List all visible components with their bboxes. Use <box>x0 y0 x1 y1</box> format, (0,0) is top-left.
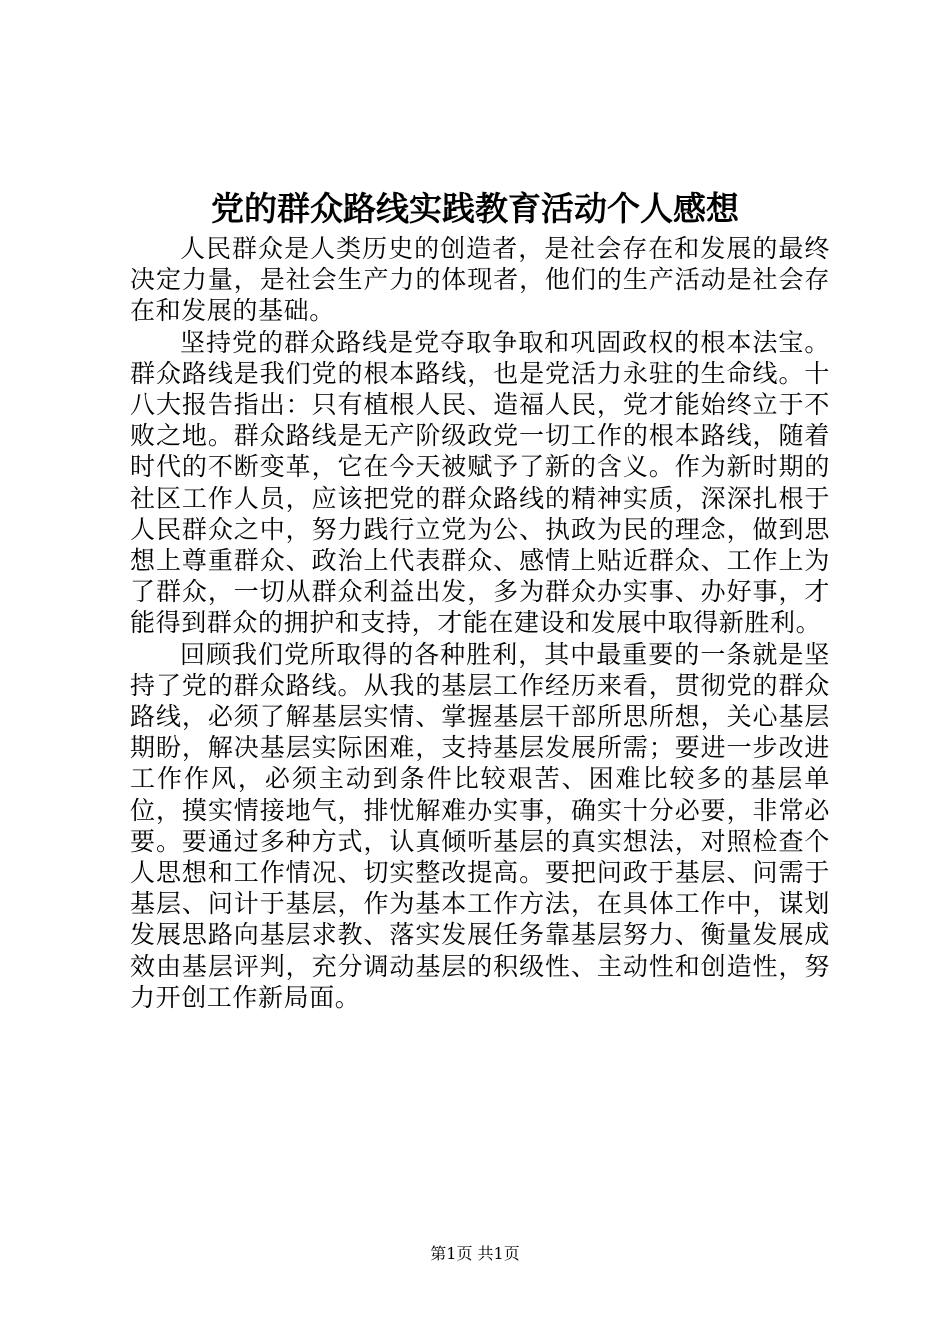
page-number-footer: 第1页 共1页 <box>430 1244 520 1263</box>
document-body <box>130 233 830 1013</box>
paragraph-1: 人民群众是人类历史的创造者，是社会存在和发展的最终决定力量，是社会生产力的体现者，他们的生产活动是社会存在和发展的基础。 <box>130 234 830 326</box>
paragraph-2: 坚持党的群众路线是党夺取争取和巩固政权的根本法宝。群众路线是我们党的根本路线，也是党活力永驻的生命线。十八大报告指出：只有植根人民、造福人民，党才能始终立于不败之地。群众路线是无产阶级政党一切工作的根本路线，随着时代的不断变革，它在今天被赋予了新的含义。作为新时期的社区工作人员，应该把党的群众路线的精神实质，深深扎根于人民群众之中，努力践行立党为公、执政为民的理念，做到思想上尊重群众、政治上代表群众、感情上贴近群众、工作上为了群众，一切从群众利益出发，多为群众办实事、办好事，才能得到群众的拥护和支持，才能在建设和发展中取得新胜利。 <box>130 327 830 638</box>
document-title: 党的群众路线实践教育活动个人感想 <box>211 189 739 228</box>
paragraph-3: 回顾我们党所取得的各种胜利，其中最重要的一条就是坚持了党的群众路线。从我的基层工作经历来看，贯彻党的群众路线，必须了解基层实情、掌握基层干部所思所想，关心基层期盼，解决基层实际困难，支持基层发展所需；要进一步改进工作作风，必须主动到条件比较艰苦、困难比较多的基层单位，摸实情接地气，排忧解难办实事，确实十分必要，非常必要。要通过多种方式，认真倾听基层的真实想法，对照检查个人思想和工作情况、切实整改提高。要把问政于基层、问需于基层、问计于基层，作为基本工作方法，在具体工作中，谋划发展思路向基层求教、落实发展任务靠基层努力、衡量发展成效由基层评判，充分调动基层的积级性、主动性和创造性，努力开创工作新局面。 <box>130 639 830 1012</box>
